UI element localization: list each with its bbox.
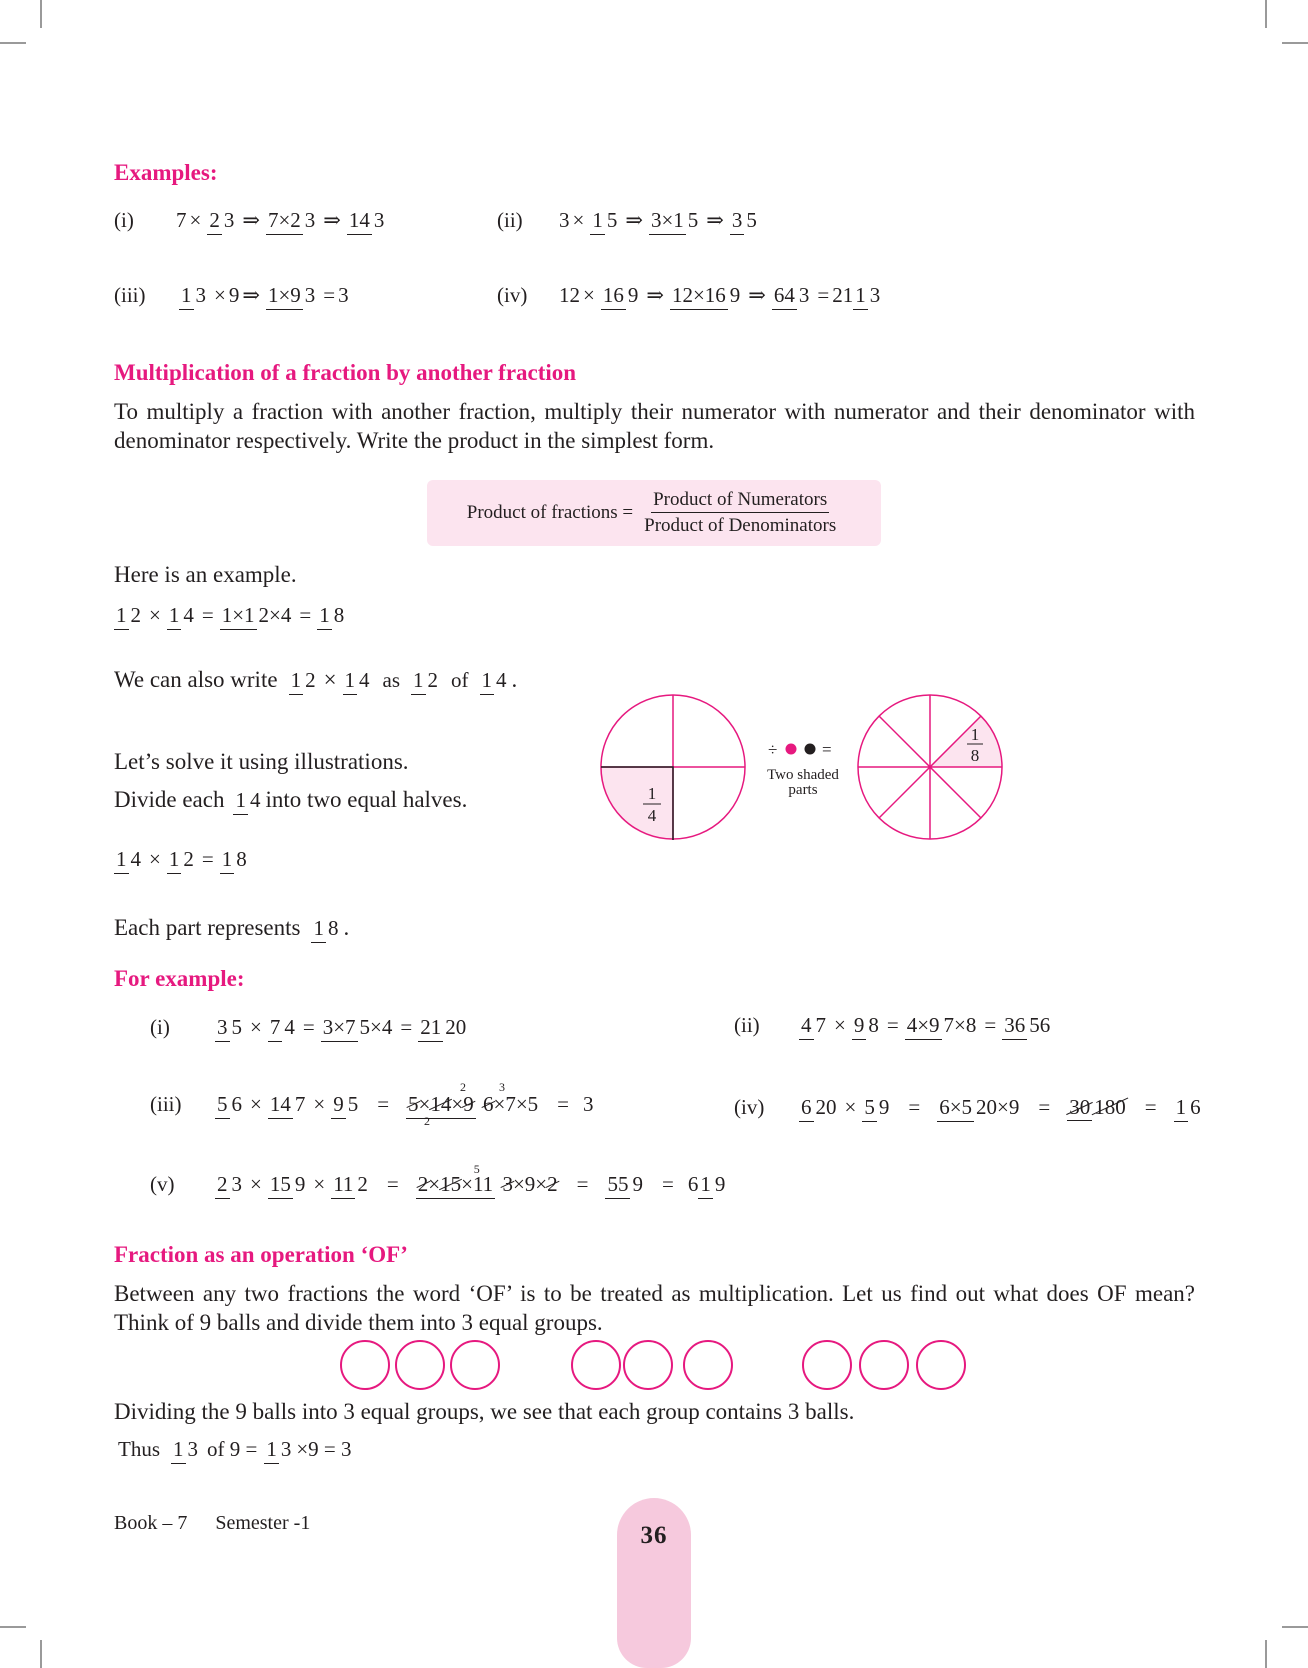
of-operation-heading: Fraction as an operation ‘OF’ — [114, 1242, 408, 1267]
crop-mark-tl-v — [40, 0, 42, 28]
cancel-mark-3: 2 — [424, 1113, 431, 1128]
caption — [767, 767, 839, 798]
mult-fraction-heading: Multiplication of a fraction by another fraction — [114, 360, 577, 385]
example-intro: Here is an example. — [114, 562, 297, 587]
footer-book: Book – 7 — [114, 1512, 188, 1534]
of-paragraph: Between any two fractions the word ‘OF’ is to be treated as multiplication. Let us find out what does OF mean? Think of 9 balls and divide them into 3 equal groups. — [114, 1281, 1195, 1335]
footer-semester: Semester -1 — [215, 1512, 311, 1534]
svg-text:Two shaded: Two shaded — [767, 767, 839, 783]
svg-text:4: 4 — [647, 806, 657, 825]
cancel-mark-1: 2 — [460, 1080, 467, 1095]
svg-text:1: 1 — [647, 784, 657, 803]
ball — [396, 1341, 444, 1389]
crop-mark-br-h — [1282, 1626, 1308, 1628]
ball — [803, 1341, 851, 1389]
thus-line: Thus 1 3 of 9 = 1 3 ×9 = 3 — [118, 1437, 352, 1462]
eighths-circle-diagram — [858, 695, 1002, 839]
also-write-line: We can also write 1 2 × 1 4 as 1 2 of 1 4 . — [114, 667, 517, 693]
footer-book-info — [114, 1512, 310, 1535]
solve-line: Let’s solve it using illustrations. — [114, 749, 409, 774]
svg-text:1: 1 — [970, 725, 980, 744]
ball — [341, 1341, 389, 1389]
formula-box — [427, 480, 881, 546]
fe-ii: (ii) 4 7 × 9 8 = 4×9 7×8 = 36 56 — [734, 1013, 1055, 1038]
page-number: 36 — [640, 1522, 668, 1549]
quarter-circle-diagram — [600, 695, 745, 840]
ball — [917, 1341, 965, 1389]
black-dot — [805, 744, 816, 755]
ball — [860, 1341, 908, 1389]
ball-groups — [337, 1338, 972, 1392]
crop-mark-bl-h — [0, 1626, 26, 1628]
pink-dot — [786, 744, 797, 755]
label-i: (i) — [114, 208, 134, 232]
example-iii: (iii) 1 3 × 9 ⇒ 1×9 3 = 3 — [114, 283, 349, 308]
label-iv: (iv) — [497, 283, 528, 307]
divide-symbol: ÷ — [768, 740, 778, 759]
crop-mark-br-v — [1265, 1640, 1267, 1668]
example-i: (i) 7 × 2 3 ⇒ 7×2 3 ⇒ 14 3 — [114, 208, 389, 233]
fe-iii: (iii) 5 6 × 14 7 × 9 5 = 5×14×9 6×7×5 2 3 2 = 3 — [150, 1080, 594, 1128]
for-example-heading: For example: — [114, 966, 245, 991]
crop-mark-tr-v — [1265, 0, 1267, 28]
intro-equation-2: 1 4 × 1 2 = 1 8 — [114, 847, 252, 872]
examples-heading: Examples: — [114, 160, 218, 185]
ball — [572, 1341, 620, 1389]
fe-iv: (iv) 6 20 × 5 9 = 6×5 20×9 = 30 180 = 1 6 — [734, 1093, 1206, 1121]
example-iv: (iv) 12 × 16 9 ⇒ 12×16 9 ⇒ 64 3 = 21 1 3 — [497, 283, 885, 308]
fe-i: (i) 3 5 × 7 4 = 3×7 5×4 = 21 20 — [150, 1015, 471, 1040]
equals-symbol: = — [822, 740, 832, 759]
formula-numerator: Product of Numerators — [651, 490, 829, 513]
fe-v: (v) 2 3 × 15 9 × 11 2 = 2×15×11 3×9×2 5 = 55 9 = 6 1 9 — [150, 1172, 730, 1197]
ball — [684, 1341, 732, 1389]
shaded-eighth — [930, 716, 1002, 767]
crop-mark-bl-v — [40, 1640, 42, 1668]
each-part-line: Each part represents 1 8 . — [114, 915, 349, 941]
fraction-illustration — [600, 690, 1010, 845]
divide-line: Divide each 1 4 into two equal halves. — [114, 787, 467, 813]
formula-lhs: Product of fractions = — [466, 502, 634, 523]
label-iii: (iii) — [114, 283, 146, 307]
svg-text:parts: parts — [788, 782, 818, 798]
crop-mark-tl-h — [0, 42, 26, 44]
dividing-line: Dividing the 9 balls into 3 equal groups, we see that each group contains 3 balls. — [114, 1399, 855, 1424]
example-ii: (ii) 3 × 1 5 ⇒ 3×1 5 ⇒ 3 5 — [497, 208, 762, 233]
ball — [451, 1341, 499, 1389]
cancel-mark-v: 5 — [473, 1162, 480, 1177]
operation-symbols — [768, 740, 832, 759]
ball — [624, 1341, 672, 1389]
label-ii: (ii) — [497, 208, 523, 232]
mult-paragraph: To multiply a fraction with another fraction, multiply their numerator with numerator and their denominator with denominator respectively. Write the product in the simplest form. — [114, 399, 1195, 453]
intro-equation-1: 1 2 × 1 4 = 1×1 2×4 = 1 8 — [114, 603, 349, 628]
crop-mark-tr-h — [1282, 42, 1308, 44]
cancel-mark-2: 3 — [499, 1080, 506, 1095]
formula-denominator: Product of Denominators — [644, 515, 837, 536]
svg-text:8: 8 — [970, 746, 980, 765]
